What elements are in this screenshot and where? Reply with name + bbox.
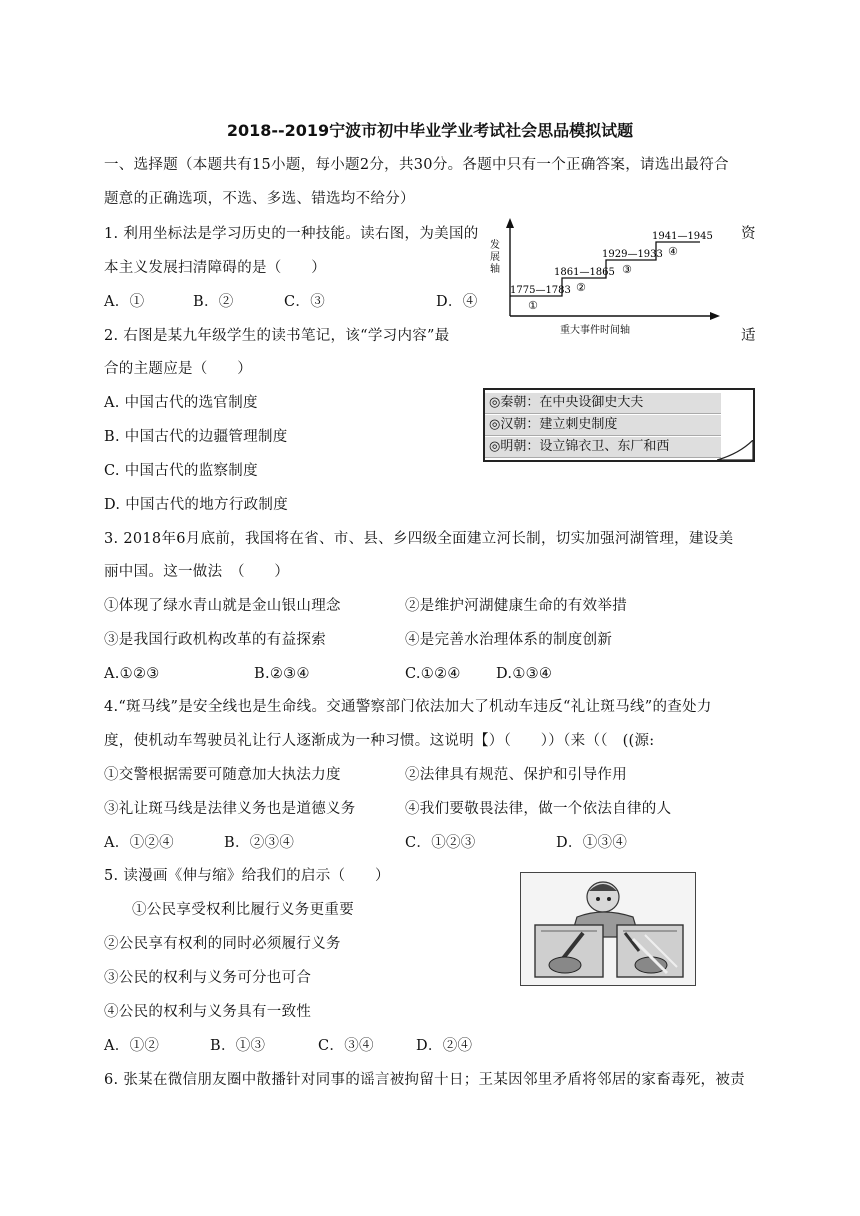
page-title: 2018--2019宁波市初中毕业学业考试社会思品模拟试题 [226,121,634,140]
q2-stem-line1-end: 适 [741,328,756,344]
chart-step-2-period: 1861—1865 [554,267,615,278]
q2-stem-line1: 2. 右图是某九年级学生的读书笔记，该“学习内容”最 [104,328,450,344]
history-step-chart [488,218,720,338]
note-han: ◎汉朝：建立刺史制度 [485,415,721,436]
section-instructions-line2: 题意的正确选项，不选、多选、错选均不给分） [104,191,415,207]
q4-item-2: ②法律具有规范、保护和引导作用 [405,767,627,783]
q4-item-4: ④我们要敬畏法律，做一个依法自律的人 [405,801,672,817]
q3-stem-line1: 3. 2018年6月底前，我国将在省、市、县、乡四级全面建立河长制，切实加强河湖管理，建设美 [104,531,734,547]
chart-yaxis-label-1: 发 [490,240,500,251]
q4-option-d: D．①③④ [556,835,628,851]
chart-step-1-mark: ① [528,299,538,312]
q2-option-b: B. 中国古代的边疆管理制度 [104,429,288,445]
q3-item-4: ④是完善水治理体系的制度创新 [405,632,613,648]
q4-stem-line2: 度，使机动车驾驶员礼让行人逐渐成为一种习惯。这说明【）（ ））（来（（ ((源: [104,733,655,749]
note-qin: ◎秦朝：在中央设御史大夫 [485,393,721,414]
q3-option-b: B.②③④ [254,666,310,682]
q3-stem-line2: 丽中国。这一做法 （ ） [104,564,290,580]
note-ming: ◎明朝：设立锦衣卫、东厂和西 [485,437,721,458]
q1-option-b: B．② [193,294,234,310]
q4-stem-line1: 4.“斑马线”是安全线也是生命线。交通警察部门依法加大了机动车违反“礼让斑马线”的查处力 [104,699,712,715]
page-curl-icon [717,440,753,460]
q5-option-d: D．②④ [416,1038,473,1054]
chart-step-4-period: 1941—1945 [652,231,713,242]
chart-step-2-mark: ② [576,281,586,294]
chart-step-4-mark: ④ [668,245,678,258]
chart-yaxis-label-2: 展 [490,252,500,263]
q5-stem: 5. 读漫画《伸与缩》给我们的启示（ ） [104,868,390,884]
q1-option-a: A．① [104,294,145,310]
q3-option-a: A.①②③ [104,666,160,682]
chart-xaxis-label: 重大事件时间轴 [560,325,630,336]
q6-stem-line1: 6. 张某在微信朋友圈中散播针对同事的谣言被拘留十日；王某因邻里矛盾将邻居的家畜毒死，被责 [104,1072,745,1088]
chart-yaxis-label-3: 轴 [490,264,500,275]
q5-item-4: ④公民的权利与义务具有一致性 [104,1004,312,1020]
q1-stem-line2: 本主义发展扫清障碍的是（ ） [104,260,326,276]
cartoon-image [520,872,696,986]
section-instructions-line1: 一、选择题（本题共有15小题，每小题2分，共30分。各题中只有一个正确答案，请选出最符合 [104,157,729,173]
q4-option-c: C．①②③ [405,835,476,851]
q2-option-c: C. 中国古代的监察制度 [104,463,258,479]
q1-stem-line1-end: 资 [741,226,756,242]
q5-item-1: ①公民享受权利比履行义务更重要 [132,902,354,918]
q3-item-1: ①体现了绿水青山就是金山银山理念 [104,598,341,614]
q5-option-b: B．①③ [210,1038,266,1054]
q5-option-a: A．①② [104,1038,160,1054]
q4-option-b: B．②③④ [224,835,295,851]
q3-item-3: ③是我国行政机构改革的有益探索 [104,632,326,648]
q4-item-1: ①交警根据需要可随意加大执法力度 [104,767,341,783]
q3-option-c: C.①②④ [405,666,461,682]
q2-option-a: A. 中国古代的选官制度 [104,395,258,411]
q5-item-2: ②公民享有权利的同时必须履行义务 [104,936,341,952]
q1-option-c: C．③ [284,294,325,310]
reading-notes-box [483,388,755,462]
q3-item-2: ②是维护河湖健康生命的有效举措 [405,598,627,614]
q5-option-c: C．③④ [318,1038,374,1054]
chart-step-3-mark: ③ [622,263,632,276]
q4-item-3: ③礼让斑马线是法律义务也是道德义务 [104,801,356,817]
q2-stem-line2: 合的主题应是（ ） [104,361,252,377]
q5-item-3: ③公民的权利与义务可分也可合 [104,970,312,986]
q4-option-a: A．①②④ [104,835,174,851]
q1-stem-line1: 1. 利用坐标法是学习历史的一种技能。读右图，为美国的 [104,226,479,242]
q1-option-d: D．④ [436,294,478,310]
q2-option-d: D. 中国古代的地方行政制度 [104,497,289,513]
chart-step-3-period: 1929—1933 [602,249,663,260]
q3-option-d: D.①③④ [496,666,553,682]
chart-step-1-period: 1775—1783 [510,285,571,296]
